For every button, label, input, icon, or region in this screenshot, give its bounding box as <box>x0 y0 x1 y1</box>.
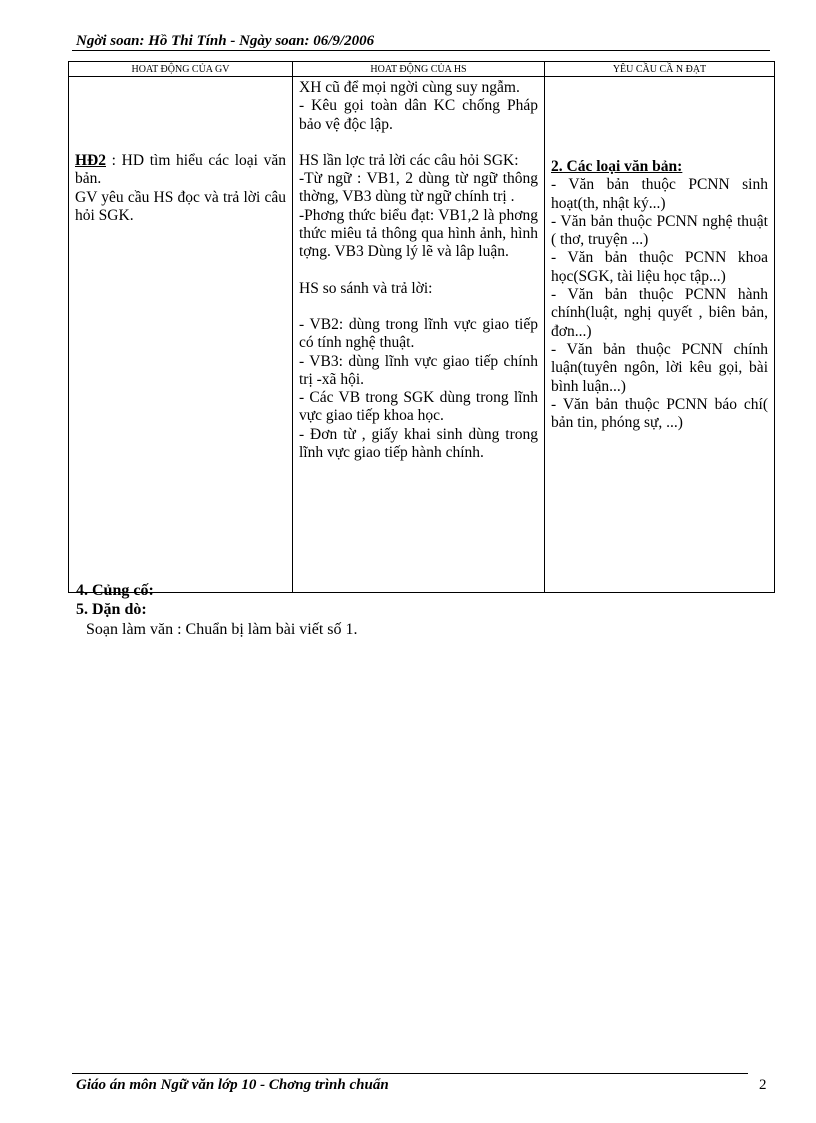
requirement-item: - Văn bản thuộc PCNN hành chính(luật, nghị quyết , biên bản, đơn...) <box>551 286 768 340</box>
hs-answer-4: - Đơn từ , giấy khai sinh dùng trong lĩnh vực giao tiếp hành chính. <box>299 425 538 462</box>
header-divider <box>72 50 770 51</box>
hs-answer-1: - VB2: dùng trong lĩnh vực giao tiếp có tính nghệ thuật. <box>299 315 538 352</box>
page-header: Ngời soan: Hồ Thi Tính - Ngày soan: 06/9/2006 <box>76 33 375 49</box>
footer-divider <box>72 1073 748 1074</box>
consolidation-heading: 4. Củng cố: <box>76 582 154 599</box>
hs-intro-1: XH cũ để mọi ngời cùng suy ngẫm. <box>299 79 520 96</box>
homework-text: Soạn làm văn : Chuẩn bị làm bài viết số 1. <box>86 621 358 638</box>
requirements-title: 2. Các loại văn bản: <box>551 158 683 175</box>
student-activity-cell <box>293 77 545 593</box>
table-header-row <box>69 62 775 77</box>
hs-compare: HS so sánh và trả lời: <box>299 279 433 297</box>
teacher-instruction: GV yêu cầu HS đọc và trả lời câu hỏi SGK. <box>75 188 286 224</box>
requirement-item: - Văn bản thuộc PCNN chính luận(tuyên ngôn, lời kêu gọi, bài bình luận...) <box>551 340 768 395</box>
hs-read-1: HS lần lợc trả lời các câu hỏi SGK: <box>299 151 519 169</box>
header-student-activity: HOAT ĐỘNG CỦA HS <box>293 62 545 77</box>
requirements-cell <box>545 77 775 593</box>
hs-read-3: -Phơng thức biểu đạt: VB1,2 là phơng thức miêu tả thông qua hình ảnh, hình tợng. VB3 Dùng lý lẽ và lâp luận. <box>299 206 538 261</box>
hd2-text: : HD tìm hiểu các loại văn bản. <box>75 152 286 188</box>
header-requirements: YÊU CẦU CẦ N ĐẠT <box>545 62 775 77</box>
table-row <box>69 77 775 593</box>
requirement-item: - Văn bản thuộc PCNN sinh hoạt(th, nhật ký...) <box>551 176 768 212</box>
requirement-item: - Văn bản thuộc PCNN nghệ thuật ( thơ, truyện ...) <box>551 212 768 249</box>
homework-heading: 5. Dặn dò: <box>76 601 147 618</box>
requirement-item: - Văn bản thuộc PCNN khoa học(SGK, tài liệu học tập...) <box>551 249 768 285</box>
hs-intro-2: - Kêu gọi toàn dân KC chống Pháp bảo vệ độc lập. <box>299 97 538 133</box>
hs-read-2: -Từ ngữ : VB1, 2 dùng từ ngữ thông thờng, VB3 dùng từ ngữ chính trị . <box>299 170 538 206</box>
hd2-label: HĐ2 <box>75 152 106 169</box>
hd2-paragraph <box>75 152 286 189</box>
page-number: 2 <box>759 1077 767 1093</box>
lesson-table <box>68 61 775 593</box>
teacher-activity-cell <box>69 77 293 593</box>
requirement-item: - Văn bản thuộc PCNN báo chí( bản tin, phóng sự, ...) <box>551 395 768 432</box>
hs-answer-2: - VB3: dùng lĩnh vực giao tiếp chính trị -xã hội. <box>299 352 538 388</box>
hs-answer-3: - Các VB trong SGK dùng trong lĩnh vực giao tiếp khoa học. <box>299 389 538 425</box>
header-teacher-activity: HOAT ĐỘNG CỦA GV <box>69 62 293 77</box>
page-footer: Giáo án môn Ngữ văn lớp 10 - Chơng trình chuẩn <box>76 1077 389 1093</box>
